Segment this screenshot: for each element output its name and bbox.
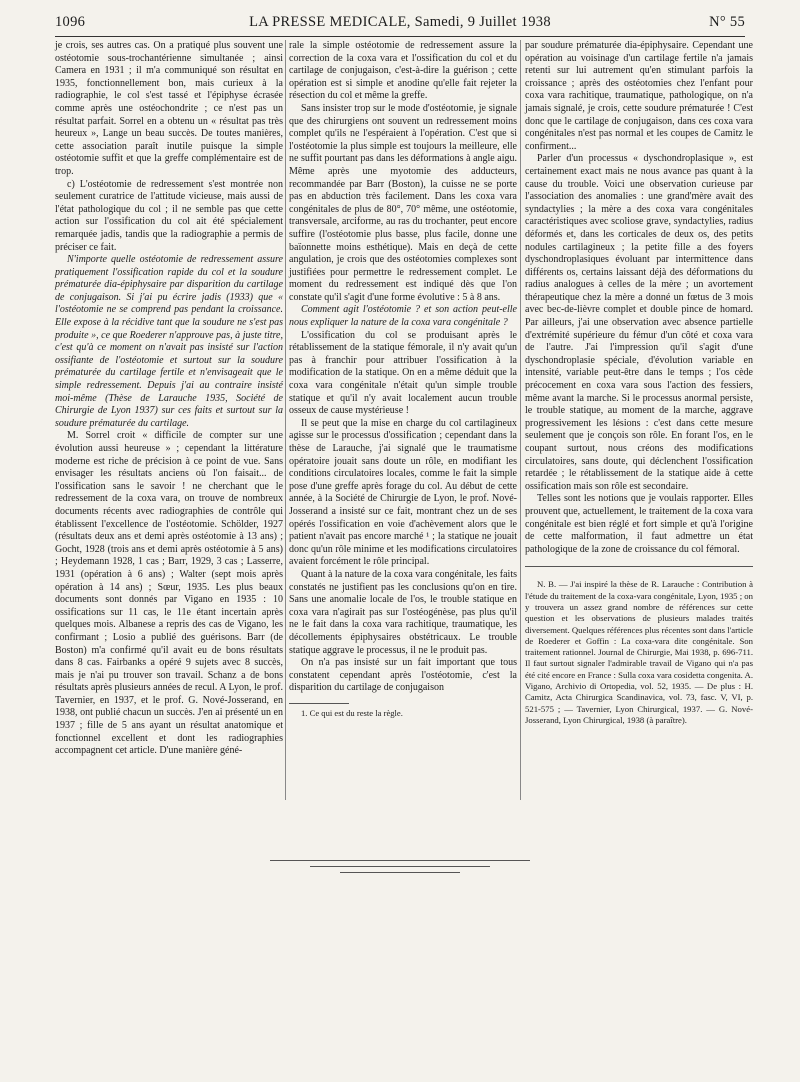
end-rules: [55, 860, 745, 878]
paragraph: rale la simple ostéotomie de redressement assure la correction de la coxa vara et l'ossification du col et du cartilage de conjugaison, c'est-à-dire la guérison ; cette opération est si simple et anodine qu'elle fait rejeter la résection du col et même la greffe.: [289, 40, 517, 102]
journal-title: LA PRESSE MEDICALE, Samedi, 9 Juillet 1938: [249, 14, 551, 30]
paragraph: Sans insister trop sur le mode d'ostéotomie, je signale que des chirurgiens ont souvent un redressement moins complet qu'ils ne l'espéraient à l'opération. C'est que si l'ostéotomie la plus simple est toujours la meilleure, elle ne suffit pourtant pas dans les déformations à angle aigu. Même après une myotomie des adducteurs, recommandée par Barr (Boston), la cuisse ne se porte pas en abduction très facilement. Dans les coxa vara congénitales de plus de 80°, 70° même, une ostéotomie, transversale, arciforme, au ras du trochanter, peut encore suffire (l'ostéotomie plus basse, plus facile, donne une baïonnette moins esthétique). Mais en deçà de cette angulation, je crois que des ostéotomies complexes sont justifiées pour permettre le redressement complet. Le moment du redressement est indiqué dès que l'on constate qu'il s'agit d'une forme évolutive : 5 à 8 ans.: [289, 102, 517, 303]
column-divider: [520, 40, 521, 800]
footnote-rule: [289, 703, 349, 704]
paragraph: je crois, ses autres cas. On a pratiqué plus souvent une ostéotomie sous-trochantérienne simultanée ; ainsi Camera en 1931 ; il m'a communiqué son résultat en 1935, fonctionnellement bon, mais curieux à la radiographie, le col s'est tassé et l'épiphyse écrasée comme après une ostéochondrite ; ce n'est pas un résultat parfait. Sorrel en a obtenu un « résultat pas très heureux », Lange un beau succès. De toutes manières, cette association paraît inutile puisque la simple ostéotomie suffit et que la greffe complémentaire est de trop.: [55, 40, 283, 177]
paragraph: Il se peut que la mise en charge du col cartilagineux agisse sur le processus d'ossification ; cependant dans la thèse de Larauche, j'ai signalé que le traumatisme opératoire jouait sans doute un rôle, en modifiant les conditions circulatoires locales, comme le fait la simple pose d'une greffe après forage du col. Au début de cette année, à la Société de Chirurgie de Lyon, le prof. Nové-Josserand a insisté sur ce fait, montrant chez un de ses opérés l'ossification en voie d'achèvement alors que le patient n'avait pas encore marché ¹ ; la statique ne jouait donc qu'un rôle minime et les modifications circulatoires avaient forcément le rôle principal.: [289, 417, 517, 568]
footnote: 1. Ce qui est du reste la règle.: [301, 707, 403, 718]
column-1: [55, 40, 283, 758]
header-rule: [55, 36, 745, 37]
page-number: 1096: [55, 14, 86, 30]
paragraph: On n'a pas insisté sur un fait important que tous constatent cependant après l'ostéotomie, c'est la disparition du cartilage de conjugaison: [289, 657, 517, 694]
paragraph: Comment agit l'ostéotomie ? et son action peut-elle nous expliquer la nature de la coxa vara congénitale ?: [289, 304, 517, 329]
paragraph: Telles sont les notions que je voulais rapporter. Elles prouvent que, actuellement, le traitement de la coxa vara congénitale est bien réglé et fort simple et qu'à l'origine de cette malformation, il faut admettre un état pathologique de la zone de croissance du col fémoral.: [525, 493, 753, 555]
column-2: [289, 40, 517, 719]
column-3: [525, 40, 753, 726]
paragraph: Quant à la nature de la coxa vara congénitale, les faits constatés ne justifient pas les conclusions qu'on en tire. Sans une anomalie locale de l'os, le trouble statique en coxa vara n'agirait pas sur l'ostéogénèse, pas plus qu'il ne le fait dans la coxa vara rachitique, traumatique, les décollements épiphysaires obstétricaux. Le trouble statique aggrave le processus, il ne le produit pas.: [289, 568, 517, 656]
page-header: [55, 14, 745, 36]
paragraph: par soudure prématurée dia-épiphysaire. Cependant une opération au voisinage d'un cartilage fertile n'a jamais retenti sur lui autrement qu'en stimulant parfois la croissance ; après des ostéotomies chez l'enfant pour coxa vara rachitique, traumatique, pathologique, on n'a jamais signalé, je crois, cette soudure prématurée ! C'est donc que le cartilage de conjugaison, dans ces coxa vara congénitales n'est pas normal et les coupes de Camitz le confirment...: [525, 40, 753, 152]
column-divider: [285, 40, 286, 800]
issue-number: N° 55: [709, 14, 745, 30]
end-rule: [340, 872, 460, 873]
paragraph: Parler d'un processus « dyschondroplasique », est certainement exact mais ne nous avance pas quant à la cause du trouble. Voici une observation curieuse par l'association des anomalies : une grand'mère avait des syndactylies ; la mère a des coxa vara congénitales caractéristiques avec scoliose grave, syndactylies, radius déformés et, dans les corticales de deux os, des petits nodules cartilagineux ; la petite fille a des foyers dyschondroplasiques évoluant par intermittence dans différents os, certains laissant déjà des déformations du radius analogues à celles de la mère ; un avortement thérapeutique chez la mère a donné un fœtus de 3 mois avec bec-de-lièvre complet et double pince de homard. Par ailleurs, j'ai une observation avec absence partielle d'extrémité supérieure du fémur d'un côté et coxa vara de l'autre. J'ai l'impression qu'il s'agit d'une dyschondroplasie spéciale, d'évolution variable en intensité, variable peut-être dans le temps ; l'os cède précocement en coxa vara sous l'action des fessiers, même avant la marche. Si le processus anormal persiste, le trouble statique, au moment de la marche, aggrave progressivement les lésions : c'est dans cette mesure seulement que je conçois son rôle. En forant l'os, en le coupant surtout, nous créons des modifications circulatoires, sans doute, qui déclenchent l'ossification retardée ; le rétablissement de la statique aide à cette ossification mais son rôle est secondaire.: [525, 153, 753, 492]
paragraph: L'ossification du col se produisant après le rétablissement de la statique fémorale, il n'y avait qu'un pas à franchir pour attribuer l'ossification à la modification de la statique. On en a même déduit que la coxa vara congénitale n'était qu'un simple trouble statique et qu'il n'y avait localement aucun trouble osseux de cause mystérieuse !: [289, 329, 517, 417]
paragraph: N'importe quelle ostéotomie de redressement assure pratiquement l'ossification rapide du col et la soudure prématurée dia-épiphysaire par disparition du cartilage de conjugaison. Si j'ai pu écrire jadis (1933) que « l'ostéotomie ne se comprend pas pendant la croissance. Elle expose à la récidive tant que la soudure ne s'est pas produite », ce que Roederer n'approuve pas, à juste titre, c'est qu'à ce moment on n'avait pas insisté sur l'action ossifiante de l'ostéotomie et surtout sur la soudure prématurée du cartilage fertile et n'envisageait que le simple redressement. Depuis j'ai au contraire insisté moi-même (Thèse de Larauche 1935, Société de Chirurgie de Lyon 1937) sur ces faits et surtout sur la soudure prématurée du cartilage.: [55, 254, 283, 429]
paragraph: M. Sorrel croit « difficile de compter sur une évolution aussi heureuse » ; cependant la littérature moderne est riche de précision à ce point de vue. Sans envisager les résultats anciens où l'on faisait... de l'ossification sans le savoir ! ne cherchant que le redressement de la coxa vara, on trouve de nombreux documents récents avec radiographies de contrôle qui établissent l'excellence de l'ostéotomie. Schölder, 1927 (résultats deux ans et demi après ostéotomie à 13 ans) ; Gocht, 1928 (trois ans et demi après ostéotomie à 5 ans) ; Heydemann 1928, 1 cas ; Barr, 1929, 3 cas ; Lasserre, 1931 (opération à 6 ans) ; Walter (sept mois après opération à 14 ans) ; Sœur, 1935. Les plus beaux documents sont donnés par Vigano en 1935 : 10 ossifications sur 11 cas, le 11e étant incertain après quelques mois. Albanese a repris des cas de Vigano, les confirmant ; Losio a publié des guérisons. Barr (de Boston) m'a confirmé qu'il avait eu de bons résultats dans 8 cas. Fairbanks a opéré 9 sujets avec 8 succès, mais je n'ai pu trouver son travail. Schanz a de bons résultats après plusieurs années de recul. A Lyon, le prof. Tavernier, en 1937, et le prof. G. Nové-Josserand, en 1938, ont publié chacun un succès. J'en ai présenté un en 1937 ; fille de 5 ans ayant un résultat anatomique et fonctionnel excellent et dont les radiographies accompagnent cet article. D'une manière géné-: [55, 430, 283, 757]
paragraph: c) L'ostéotomie de redressement s'est montrée non seulement curatrice de l'attitude vicieuse, mais aussi de l'état pathologique du col ; il ne semble pas que cette action sur l'ossification du col ait été spécialement remarquée jadis, tandis que la radiographie a permis de préciser ce fait.: [55, 178, 283, 253]
nota-bene: N. B. — J'ai inspiré la thèse de R. Larauche : Contribution à l'étude du traitement de la coxa-vara congénitale, Lyon, 1935 ; on y trouvera un assez grand nombre de références sur cette question et les observations de plusieurs malades traités diversement. Quelques références plus récentes sont dans l'article de Roederer et Goffin : La coxa-vara dite congénitale. Son traitement rationnel. Journal de Chirurgie, Mai 1938, p. 696-711. Il faut surtout signaler l'admirable travail de Vigano qui n'a pas été cité encore en France : Sulla coxa vara cosidetta congenita. A. Vigano, Archivio di Ortopedia, vol. 52, 1935. — De plus : H. Camitz, Acta Chirurgica Scandinavica, vol. 73, fasc. V, VI, p. 521-575 ; — Tavernier, Lyon Chirurgical, 1937. — G. Nové-Josserand, Lyon Chirurgical, 1938 (à paraître).: [525, 579, 753, 725]
end-rule: [270, 860, 530, 861]
nb-rule: [525, 566, 753, 567]
end-rule: [310, 866, 490, 867]
